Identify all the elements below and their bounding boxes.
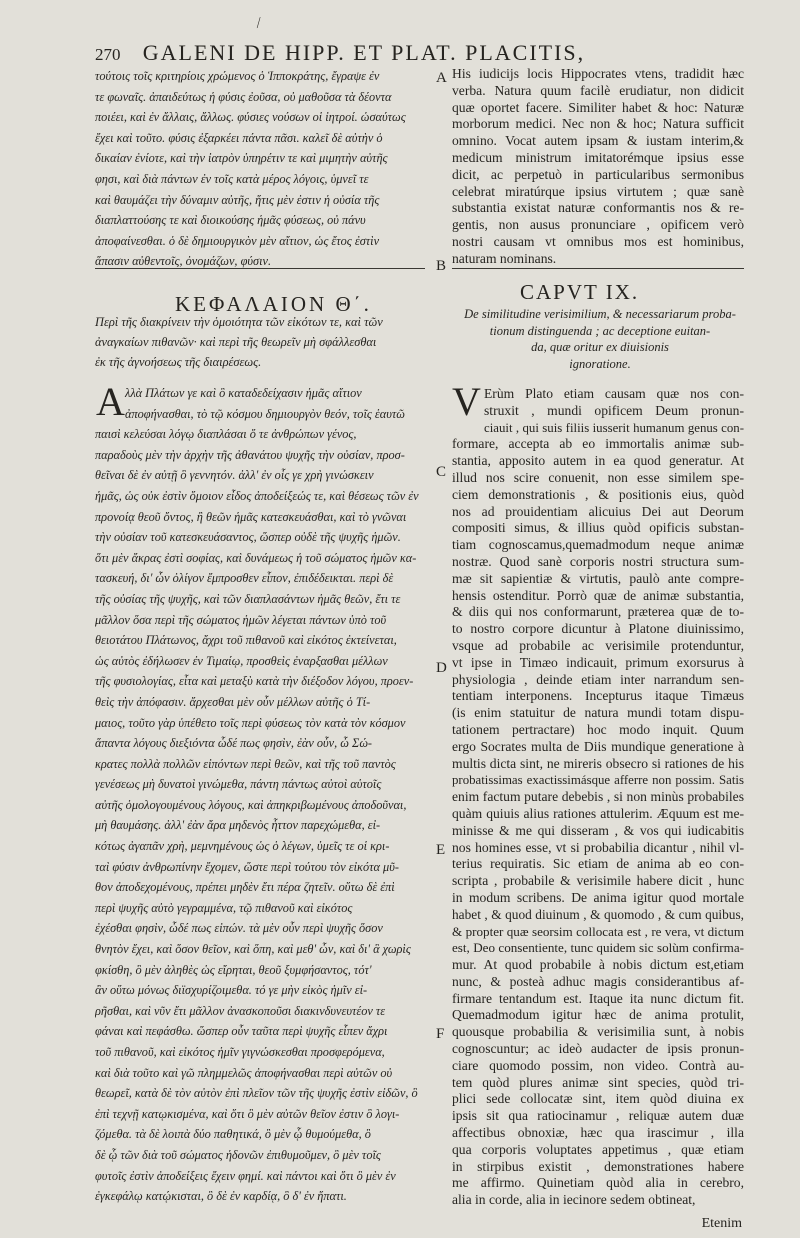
latin-line: compositi simus, & illius quòd opificis substan-	[452, 520, 744, 536]
greek-line: μὴ θαυμάσης. ἀλλ' ἐὰν ἄρα μηδενὸς ἧττον παρεχώμεθα, εἰ-	[95, 818, 381, 833]
latin-line: struxit , mundi opificem Deum pronun-	[484, 402, 744, 418]
latin-line: omnino. Vocat autem ipsam & iustam interim,&	[452, 133, 744, 149]
running-head	[95, 40, 585, 66]
latin-line: me affirmo. Quinetiam quòd alia in cerebro,	[452, 1175, 744, 1191]
greek-line: κότως ἀγαπᾶν χρὴ, μεμνημένους ὡς ὁ λέγων, ὑμεῖς τε οἱ κρι-	[95, 839, 390, 854]
latin-top-column	[452, 66, 744, 268]
margin-marker-e: E	[436, 842, 446, 858]
latin-line: ciauit , qui suis filiis iusserit humanum genus con-	[484, 420, 744, 435]
greek-line: τε φωναῖς. ἀπαιδεύτως ἡ φύσις ἐοῦσα, οὐ μαθοῦσα τὰ δέοντα	[95, 89, 392, 104]
latin-line: alia in corde, alia in iecinore sedem obtineat,	[452, 1192, 696, 1208]
latin-line: ciem demonstrationis , & positionis eius, quòd	[452, 486, 744, 502]
latin-line: quæ oportet facere. Similiter habet & hoc: Naturæ	[452, 99, 744, 115]
page-number: 270	[95, 45, 121, 64]
greek-line: θεωρεῖ, κατὰ δὲ τὸν αὐτὸν ἐπὶ πλεῖον τῶν τῆς ψυχῆς ἐστὶν εἰδῶν, ὃ	[95, 1086, 418, 1101]
latin-line: firmare tentandum est. Itaque ita nunc dictum fit.	[452, 990, 744, 1006]
latin-line: tationem pertractare) hoc modo inquit. Quum	[452, 721, 744, 737]
latin-line: medicum ministrum imitatorémque ipsius esse	[452, 149, 744, 165]
greek-chapter-heading: ΚΕΦΑΛΑΙΟΝ Θ΄.	[175, 292, 372, 316]
greek-line: ἐγκεφάλῳ κατῴκισται, ὃ δὲ ἐν καρδίᾳ, ὃ δ' ἐν ἥπατι.	[95, 1189, 347, 1204]
latin-line: qua corporis voluptates appetimus , quæ etiam	[452, 1141, 744, 1157]
greek-line: τῆς οὐσίας τῆς ψυχῆς, καὶ τῶν διαπλασάντων ἡμᾶς θεῶν, ἔτι τε	[95, 591, 401, 606]
greek-line: παραδοὺς μὲν τὴν ἀρχὴν τῆς ἀθανάτου ψυχῆς τὴν οὐσίαν, προσ-	[95, 447, 405, 462]
latin-line: & propter quæ seorsim collocata est , re vera, vt dictum	[452, 923, 744, 939]
latin-line: tem quòd plures animæ sint species, quòd tri-	[452, 1074, 744, 1090]
latin-line: affectibus obnoxiæ, hæc qua irascimur , illa	[452, 1125, 744, 1141]
latin-line: formare, accepta ab eo immortalis animæ sub-	[452, 436, 744, 452]
latin-line: in stirpibus existit , demonstrationes habere	[452, 1158, 744, 1174]
latin-summary-line: ignoratione.	[569, 356, 631, 371]
latin-line: (is enim statuitur de natura mundi totam dispu-	[452, 705, 744, 721]
greek-summary-line: Περὶ τῆς διακρίνειν τὴν ὁμοιότητα τῶν εἰκότων τε, καὶ τῶν	[95, 315, 383, 329]
latin-line: tentiam interponens. Incepturus itaque Timæus	[452, 688, 744, 704]
greek-line: θνητὸν ἔχει, καὶ ὅσον θεῖον, καὶ ὅπη, καὶ μεθ' ὧν, καὶ δι' ἃ χωρὶς	[95, 942, 411, 957]
running-title: GALENI DE HIPP. ET PLAT. PLACITIS,	[142, 40, 586, 65]
greek-line: θον ἀποδεχομένους, πρέπει μηδὲν ἔτι πέρα ζητεῖν. οὕτω δὲ ἐπὶ	[95, 880, 395, 895]
latin-line: physiologia , deinde etiam inter narrandum sen-	[452, 671, 744, 687]
greek-line: παισὶ κελεύσαι λόγῳ διαπλάσαι ὅ τε ἀνθρώπων γένος,	[95, 427, 357, 442]
greek-line: ἡμᾶς, ὡς οὐκ ἐστὶν ὅμοιον εἶδος ἀποδείξεώς τε, καὶ θέσεως τῶν ἐν	[95, 488, 419, 503]
latin-line: mæ sit sapientiæ & virtutis, paulò ante compre-	[452, 570, 744, 586]
latin-chapter-heading: CAPVT IX.	[520, 280, 640, 304]
ink-mark: ⁄	[255, 16, 263, 31]
greek-line: φκίσθη, ὃ μὲν ἀληθὲς ὡς εἴρηται, θεοῦ ξυμφήσαντος, τότ'	[95, 962, 372, 977]
latin-line: minisse & me qui disseram , & vos qui iudicabitis	[452, 822, 744, 838]
latin-line: terius requiratis. Sic etiam de anima ab eo con-	[452, 856, 744, 872]
latin-line: probatissimas exactissimásque afferre non possim. Satis	[452, 773, 744, 788]
latin-line: vsque ad probabile ac verisimile protenduntur,	[452, 637, 744, 653]
latin-line: nos ad prouidentiam alicuius Dei aut Deorum	[452, 503, 744, 519]
greek-line: θειοτάτου Πλάτωνος, ἄχρι τοῦ πιθανοῦ καὶ εἰκότος ἐκτείνεται,	[95, 633, 397, 648]
greek-line: λλὰ Πλάτων γε καὶ ὃ καταδεδείχασιν ἡμᾶς αἴτιον	[125, 386, 362, 400]
greek-line: καὶ διὰ τοῦτο καὶ γῶ πλημμελῶς ἀποφήνασθαι περὶ αὐτῶν οὐ	[95, 1065, 393, 1080]
latin-line: mur. At quod probabile à nobis dictum est,etiam	[452, 957, 744, 973]
greek-chapter-summary	[95, 312, 430, 372]
greek-line: ἅπασιν αὐθεντοῖς, ὀνομάζων, φύσιν.	[95, 254, 272, 269]
latin-line: gentis, non ausus pronunciare , opificem verò	[452, 217, 744, 233]
margin-marker-f: F	[436, 1026, 445, 1042]
greek-line: ζόμεθα. τὰ δὲ λοιπὰ δύο παθητικά, ὃ μὲν ᾧ θυμούμεθα, ὃ	[95, 1127, 371, 1142]
greek-line: κρατες πολλὰ πολλῶν εἰπόντων περὶ θεῶν, καὶ τῆς τοῦ παντὸς	[95, 756, 396, 771]
latin-line: nunc, & posteà adhuc magis considerantibus af-	[452, 973, 744, 989]
latin-line: multis dicta sint, ne mireris obsecro si rationes de his	[452, 755, 744, 771]
greek-line: τῆς φυσιολογίας, εἶτα καὶ μεταξὺ κατὰ τὴν διέξοδον λόγου, προεν-	[95, 674, 414, 689]
latin-line: nostræ. Quod sanè corporis nostri structura sum-	[452, 553, 744, 569]
latin-line: stantia, apposito autem in ea quod generatur. At	[452, 453, 744, 469]
greek-line: περὶ ψυχῆς αὐτὸ γεγραμμένα, τῷ πιθανοῦ καὶ εἰκότος	[95, 900, 353, 915]
greek-line: ταὶ φύσιν ἀνθρωπίνην ἔχομεν, ὥστε περὶ τούτου τὸν εἰκότα μῦ-	[95, 859, 399, 874]
latin-line: His iudicijs locis Hippocrates vtens, tradidit hæc	[452, 66, 744, 81]
greek-dropcap: Α	[96, 379, 125, 424]
margin-marker-d: D	[436, 660, 447, 676]
latin-section-rule	[452, 268, 744, 269]
margin-marker-c: C	[436, 464, 447, 480]
latin-line: ipsis sit qua ratiocinamur , reliquæ autem duæ	[452, 1108, 744, 1124]
latin-body-column	[452, 386, 744, 1209]
greek-line: θεὶς τὴν ἀπόφασιν. ἄρχεσθαι μὲν οὖν μέλλων αὐτῆς ὁ Τί-	[95, 694, 371, 709]
latin-line: to nostro corpore dicuntur à Platone diuinissimo,	[452, 621, 744, 637]
latin-line: enim factum putare debebis , si non minùs probabiles	[452, 789, 744, 805]
latin-line: nostri causam vt omnibus mos est hominibus,	[452, 233, 744, 249]
greek-line: γενέσεως μὴ δυνατοὶ γινώμεθα, πάντη πάντως αὐτοὶ αὑτοῖς	[95, 777, 382, 792]
greek-line: δὲ ᾧ τῶν διὰ τοῦ σώματος ἡδονῶν ἐπιθυμοῦμεν, ὃ μὲν τοῖς	[95, 1147, 381, 1162]
latin-line: vt ipse in Timæo indicauit, primum exorsurus à	[452, 654, 744, 670]
latin-line: Quemadmodum igitur hæc de anima protulit,	[452, 1007, 744, 1023]
latin-line: substantia existat naturæ conformantis nos & re-	[452, 200, 744, 216]
latin-line: illud nos scire conuenit, non esse similem spe-	[452, 469, 744, 485]
greek-line: τὴν οὐσίαν τοῦ κατεσκευάσαντος, ὥσπερ οὐδὲ τῆς ψυχῆς ἡμῶν.	[95, 530, 401, 545]
greek-line: τούτοις τοῖς κριτηρίοις χρώμενος ὁ Ἱπποκράτης, ἔγραψε ἐν	[95, 69, 380, 83]
greek-line: φάναι καὶ πεφάσθω. ὥσπερ οὖν ταῦτα περὶ ψυχῆς εἶπεν ἄχρι	[95, 1024, 388, 1039]
margin-marker-a: A	[436, 70, 447, 86]
latin-line: morborum medici. Nec non & hoc; Natura sufficit	[452, 116, 744, 132]
greek-line: ὡς αὐτὸς ἐδήλωσεν ἐν Τιμαίῳ, προσθεὶς ἐναρξασθαι μέλλων	[95, 653, 388, 668]
margin-marker-b: B	[436, 258, 447, 274]
latin-line: in modum scribens. De anima igitur quod mortale	[452, 889, 744, 905]
greek-line: δικαίαν ἐνίοτε, καὶ τὴν ἰατρὸν ὑπηρέτιν τε καὶ μιμητὴν αὐτῆς	[95, 151, 388, 166]
greek-line: φησι, καὶ διὰ πάντων ἐν τοῖς κατὰ μέρος λόγοις, ὑμνεῖ τε	[95, 171, 369, 186]
greek-line: ὅτι μὲν ἄκρας ἐστὶ σοφίας, καὶ δυνάμεως ἡ τοῦ σώματος ἡμῶν κα-	[95, 550, 417, 565]
greek-line: καὶ θαυμάζει τὴν δύναμιν αὐτῆς, ἥτις μὲν ἐστιν ἡ οὐσία τῆς	[95, 192, 380, 207]
greek-line: μᾶλλον ὅσα περὶ τῆς σώματος ἡμῶν λέγεται πάντων ὑπὸ τοῦ	[95, 612, 387, 627]
greek-body-column	[95, 379, 425, 1207]
latin-line: naturam nominans.	[452, 250, 557, 266]
latin-line: scripta , probabile & verisimile habere dicit , hunc	[452, 873, 744, 889]
greek-line: ἐπὶ τεχνῇ κατῳκισμένα, καὶ ὅτι ὃ μὲν αὐτῶν θεῖον ἐστιν ὃ λογι-	[95, 1106, 400, 1121]
greek-line: τοῦ πιθανοῦ, καὶ εἰκότος ἡμῖν γιγνώσκεσθαι προσφερόμενα,	[95, 1045, 385, 1059]
greek-line: ἀποφαίνεσθαι. ὁ δὲ δημιουργικὸν μὲν αἴτιον, ὡς ἔτος ἐστὶν	[95, 233, 380, 248]
greek-line: ἂν οὕτω μόνως διϊσχυρίζοιμεθα. τό γε μὴν εἰκὸς ἡμῖν εἰ-	[95, 983, 368, 998]
latin-chapter-summary	[450, 306, 750, 372]
latin-line: habet , & quod diuinum , & quomodo , & cum quibus,	[452, 906, 744, 922]
latin-line: quousque probabilia & verisimilia sunt, à nobis	[452, 1024, 744, 1040]
latin-line: celebrat miratúrque ipsius virtutem ; quæ sanè	[452, 183, 744, 199]
latin-line: plici sede collocatæ sint, item quòd diuina ex	[452, 1091, 744, 1107]
greek-line: ἅπαντα λόγους διεξιόντα ὧδέ πως φησὶν, ἐὰν οὖν, ὦ Σώ-	[95, 736, 373, 751]
greek-line: μαιος, τοῦτο γὰρ ὑπέθετο τοῖς περὶ φύσεως τὸν κατὰ τὸν κόσμον	[95, 715, 406, 730]
greek-line: φυτοῖς ἐστὶν ἀποδείξεις ἔχειν φημί. καὶ πάντοι καὶ ὅτι ὃ μὲν ἐν	[95, 1168, 396, 1183]
greek-line: προνοίᾳ θεοῦ ὄντος, ἢ θεῶν ἡμᾶς κατεσκευάσθαι, καὶ τὸ γνῶναι	[95, 509, 407, 524]
greek-line: ἀποφήνασθαι, τὸ τῷ κόσμου δημιουργὸν θεόν, τοῖς ἑαυτῶ	[125, 406, 405, 421]
latin-line: ergo Socrates multa de Diis mundique generatione à	[452, 738, 744, 754]
greek-line: ποιέει, καὶ ἐν ἄλλαις, ἄλλως. φύσιες νούσων οἱ ἰητροί. ὡσαύτως	[95, 110, 406, 125]
latin-line: dicit, ac perpetuò in particularibus sermonibus	[452, 166, 744, 182]
greek-line: ρῆσθαι, καὶ νῦν ἔτι μᾶλλον ἀνασκοποῦσι διακινδυνευτέον τε	[95, 1003, 386, 1018]
latin-line: nos homines esse, vt si probabilia dicantur , nihil vl-	[452, 839, 744, 855]
latin-line: est, Deo consentiente, tunc quidem sic solùm confirma-	[452, 940, 744, 956]
greek-line: διαπλαττούσης τε καὶ διοικούσης ἡμᾶς φύσεως, οὐ πάνυ	[95, 213, 366, 228]
latin-line: Erùm Plato etiam causam quæ nos con-	[484, 386, 744, 401]
greek-section-rule	[95, 268, 425, 269]
latin-summary-line: De similitudine verisimilium, & necessariarum proba-	[464, 307, 736, 321]
greek-line: τασκευή, δι' ὧν ὀλίγον ἔμπροσθεν εἶπον, ἐπιδέδεικται. περὶ δὲ	[95, 571, 394, 586]
catchword: Etenim	[701, 1216, 742, 1231]
latin-line: cognoscuntur; ac ideò audacter de ipsis pronun-	[452, 1041, 744, 1057]
greek-summary-line: ἐκ τῆς ἀγνοήσεως τῆς διαιρέσεως.	[95, 355, 262, 369]
latin-summary-line: tionum distinguenda ; ac deceptione euitan-	[489, 323, 711, 338]
greek-summary-line: ἀναγκαίων πιθανῶν· καὶ περὶ τῆς θεωρεῖν μὴ σφάλλεσθαι	[95, 335, 377, 349]
latin-line: verba. Natura quum facilè erudiatur, non didicit	[452, 82, 744, 98]
greek-line: θεῖναι δὲ ἐν αὐτῇ ὃ γεννητόν. ἀλλ' ἐν οἷς γε χρὴ γινώσκειν	[95, 468, 374, 483]
greek-top-column	[95, 66, 425, 272]
greek-line: αὐτῆς ὁμολογουμένους λόγους, καὶ ἀπηκριβωμένους ἀποδοῦναι,	[95, 797, 407, 812]
latin-line: hensis ostenditur. Porrò quæ de animæ substantia,	[452, 587, 744, 603]
latin-line: & diis qui nos conformarunt, præterea quæ de to-	[452, 604, 744, 620]
latin-line: tiam cognoscamus,quemadmodum neque animæ	[452, 537, 744, 553]
latin-summary-line: da, quæ oritur ex diuisionis	[531, 340, 669, 354]
latin-line: ciare quomodo possim, non video. Contrà au-	[452, 1057, 744, 1073]
latin-dropcap: V	[452, 379, 481, 424]
latin-line: quàm quiuis alius rationes attulerim. Æquum est me-	[452, 805, 744, 821]
greek-line: ἐχέσθαι φησὶν, ὧδέ πως εἰπών. τὰ μὲν οὖν περὶ ψυχῆς ὅσον	[95, 921, 383, 936]
greek-line: ἔχει καὶ τοῦτο. φύσις ἐξαρκέει πάντα πᾶσι. καλεῖ δὲ αὐτὴν ὁ	[95, 130, 383, 145]
